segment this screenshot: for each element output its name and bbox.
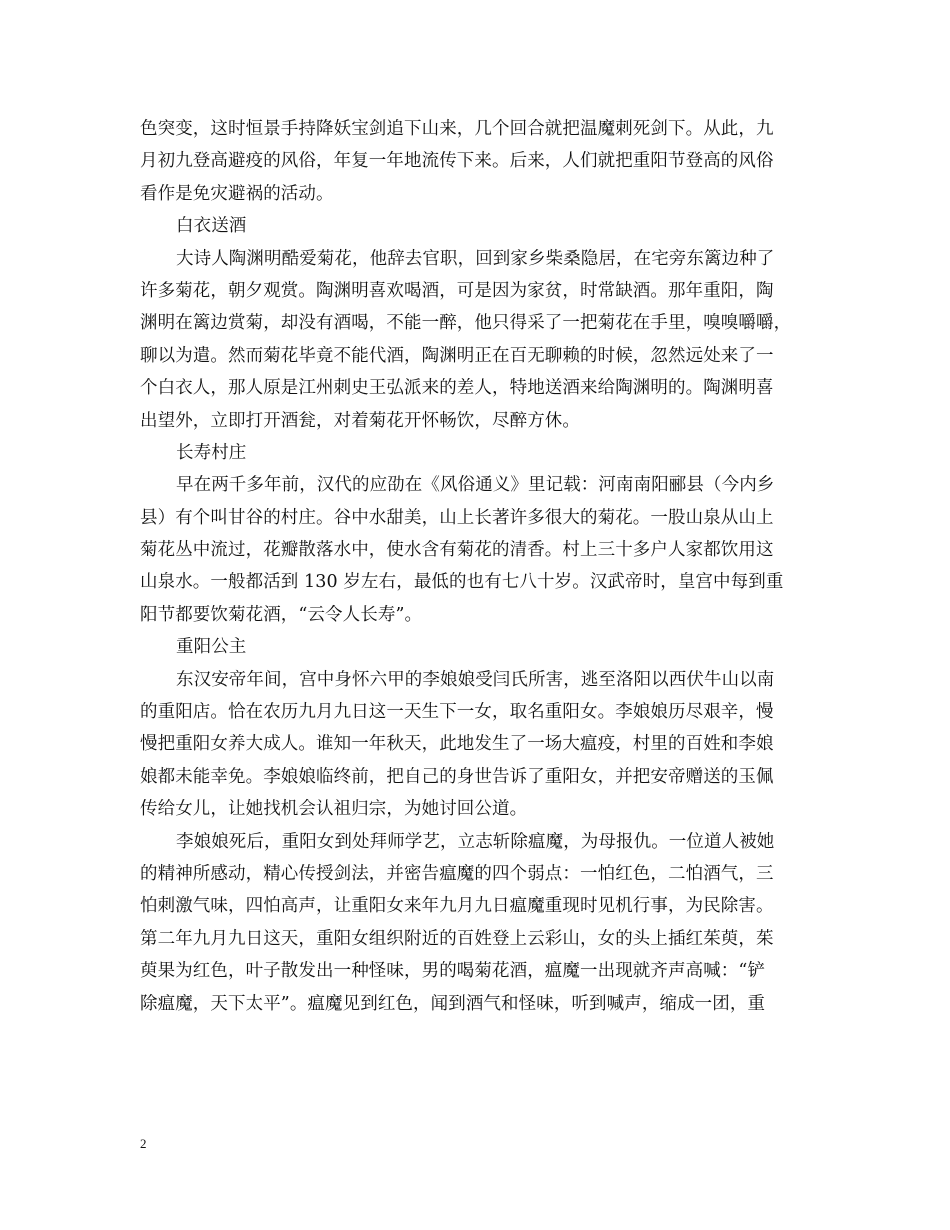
text-line: 萸果为红色，叶子散发出一种怪味，男的喝菊花酒，瘟魔一出现就齐声高喊：“铲 — [140, 961, 766, 982]
text-line: 怕刺激气味，四怕高声，让重阳女来年九月九日瘟魔重现时见机行事，为民除害。 — [140, 896, 774, 917]
page-body — [140, 113, 812, 1020]
text-line: 大诗人陶渊明酷爱菊花，他辞去官职，回到家乡柴桑隐居，在宅旁东篱边种了 — [176, 248, 775, 269]
text-line: 传给女儿，让她找机会认祖归宗，为她讨回公道。 — [140, 799, 528, 820]
text-line: 的精神所感动，精心传授剑法，并密告瘟魔的四个弱点：一怕红色，二怕酒气，三 — [140, 863, 774, 884]
text-line: 李娘娘死后，重阳女到处拜师学艺，立志斩除瘟魔，为母报仇。一位道人被她 — [176, 831, 775, 852]
text-line: 聊以为遣。然而菊花毕竟不能代酒，陶渊明正在百无聊赖的时候，忽然远处来了一 — [140, 345, 774, 366]
text-line: 渊明在篱边赏菊，却没有酒喝，不能一醉，他只得采了一把菊花在手里，嗅嗅嚼嚼， — [140, 313, 792, 334]
text-line: 除瘟魔，天下太平”。瘟魔见到红色，闻到酒气和怪味，听到喊声，缩成一团，重 — [140, 993, 766, 1014]
text-line: 白衣送酒 — [176, 216, 247, 237]
text-line: 看作是免灾避祸的活动。 — [140, 183, 334, 204]
text-line: 许多菊花，朝夕观赏。陶渊明喜欢喝酒，可是因为家贫，时常缺酒。那年重阳，陶 — [140, 280, 774, 301]
text-line: 县）有个叫甘谷的村庄。谷中水甜美，山上长著许多很大的菊花。一股山泉从山上 — [140, 507, 774, 528]
page-number: 2 — [140, 1136, 147, 1151]
text-line: 娘都未能幸免。李娘娘临终前，把自己的身世告诉了重阳女，并把安帝赠送的玉佩 — [140, 766, 774, 787]
text-line: 第二年九月九日这天，重阳女组织附近的百姓登上云彩山，女的头上插红茱萸，茱 — [140, 928, 774, 949]
text-line: 菊花丛中流过，花瓣散落水中，使水含有菊花的清香。村上三十多户人家都饮用这 — [140, 540, 774, 561]
text-line: 慢把重阳女养大成人。谁知一年秋天，此地发生了一场大瘟疫，村里的百姓和李娘 — [140, 734, 774, 755]
text-line: 个白衣人，那人原是江州刺史王弘派来的差人，特地送酒来给陶渊明的。陶渊明喜 — [140, 378, 774, 399]
text-line: 的重阳店。恰在农历九月九日这一天生下一女，取名重阳女。李娘娘历尽艰辛，慢 — [140, 702, 774, 723]
text-line: 早在两千多年前，汉代的应劭在《风俗通义》里记载：河南南阳郦县（今内乡 — [176, 475, 775, 496]
text-line: 出望外，立即打开酒瓮，对着菊花开怀畅饮，尽醉方休。 — [140, 410, 580, 431]
text-line: 月初九登高避疫的风俗，年复一年地流传下来。后来，人们就把重阳节登高的风俗 — [140, 151, 774, 172]
text-line: 阳节都要饮菊花酒，“云令人长寿”。 — [140, 604, 423, 625]
text-line: 山泉水。一般都活到 130 岁左右，最低的也有七八十岁。汉武帝时，皇宫中每到重 — [140, 572, 784, 593]
text-line: 东汉安帝年间，宫中身怀六甲的李娘娘受闫氏所害，逃至洛阳以西伏牛山以南 — [176, 669, 775, 690]
text-line: 色突变，这时恒景手持降妖宝剑追下山来，几个回合就把温魔刺死剑下。从此，九 — [140, 119, 774, 139]
text-line: 长寿村庄 — [176, 442, 247, 463]
text-line: 重阳公主 — [176, 637, 247, 658]
